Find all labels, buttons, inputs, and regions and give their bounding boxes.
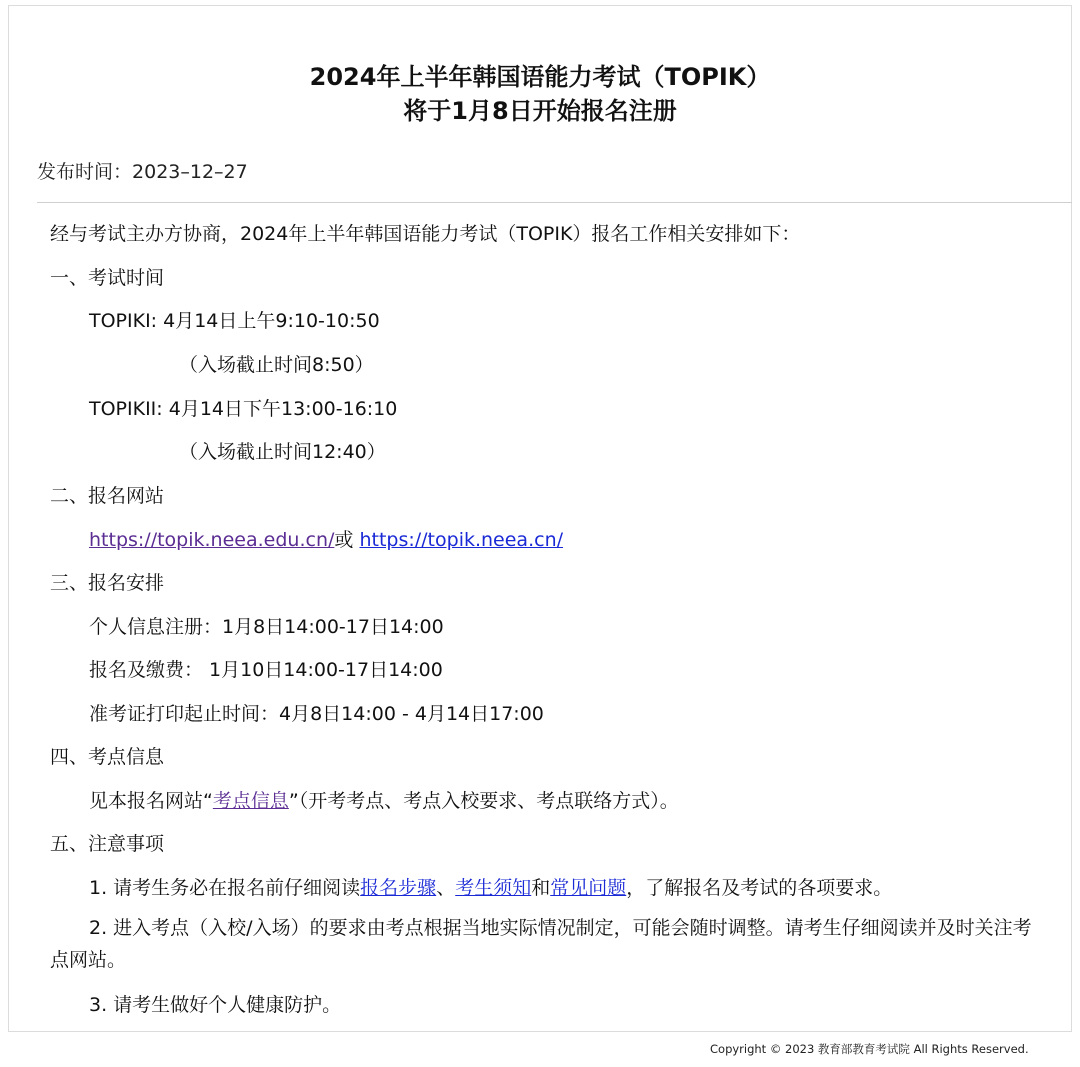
registration-steps-link[interactable]: 报名步骤 xyxy=(360,877,437,899)
note-2: 2. 进入考点（入校/入场）的要求由考点根据当地实际情况制定，可能会随时调整。请考生仔细阅读并及时关注考点网站。 xyxy=(50,917,1032,971)
registration-info-item: 个人信息注册：1月8日14:00-17日14:00 xyxy=(89,616,444,638)
test-center-prefix: 见本报名网站“ xyxy=(89,790,213,812)
section-test-center-heading: 四、考点信息 xyxy=(50,746,165,768)
test-center-paragraph xyxy=(89,789,679,813)
topik2-entry-deadline: （入场截止时间12:40） xyxy=(179,441,386,463)
article-title xyxy=(9,60,1071,128)
topik1-time: TOPIKI: 4月14日上午9:10-10:50 xyxy=(89,310,380,332)
website-link-edu[interactable]: https://topik.neea.edu.cn/ xyxy=(89,529,335,551)
faq-link[interactable]: 常见问题 xyxy=(550,877,627,899)
section-exam-time-heading: 一、考试时间 xyxy=(50,267,165,289)
footer-copyright: Copyright © 2023 教育部教育考试院 All Rights Reserved. xyxy=(710,1042,1029,1056)
test-center-info-link[interactable]: 考点信息 xyxy=(212,790,289,812)
publish-date xyxy=(37,160,248,184)
section-registration-heading: 三、报名安排 xyxy=(50,572,165,594)
admission-ticket-item: 准考证打印起止时间：4月8日14:00 - 4月14日17:00 xyxy=(89,703,544,725)
registration-payment-item: 报名及缴费： 1月10日14:00-17日14:00 xyxy=(89,659,443,681)
title-line-2: 将于1月8日开始报名注册 xyxy=(403,97,677,125)
website-link-neea[interactable]: https://topik.neea.cn/ xyxy=(359,529,564,551)
publish-date-value: 2023–12–27 xyxy=(132,161,248,183)
note-3: 3. 请考生做好个人健康防护。 xyxy=(89,994,342,1016)
title-line-1: 2024年上半年韩国语能力考试（TOPIK） xyxy=(309,63,771,91)
candidate-notice-link[interactable]: 考生须知 xyxy=(455,877,532,899)
note-1-prefix: 1. 请考生务必在报名前仔细阅读 xyxy=(89,877,361,899)
note-1 xyxy=(89,876,892,900)
website-links xyxy=(89,528,563,552)
section-website-heading: 二、报名网站 xyxy=(50,485,165,507)
website-or-text: 或 xyxy=(334,529,354,551)
intro-paragraph: 经与考试主办方协商，2024年上半年韩国语能力考试（TOPIK）报名工作相关安排如下： xyxy=(50,223,801,245)
section-notes-heading: 五、注意事项 xyxy=(50,833,165,855)
note-1-and: 和 xyxy=(531,877,551,899)
topik2-time: TOPIKII: 4月14日下午13:00-16:10 xyxy=(89,398,398,420)
note-1-suffix: ，了解报名及考试的各项要求。 xyxy=(626,877,893,899)
article-frame xyxy=(8,5,1072,1032)
topik1-entry-deadline: （入场截止时间8:50） xyxy=(179,354,374,376)
note-1-separator: 、 xyxy=(436,877,456,899)
title-divider xyxy=(37,202,1072,203)
publish-date-label: 发布时间： xyxy=(37,161,133,183)
test-center-suffix: ”（开考考点、考点入校要求、考点联络方式）。 xyxy=(288,790,679,812)
